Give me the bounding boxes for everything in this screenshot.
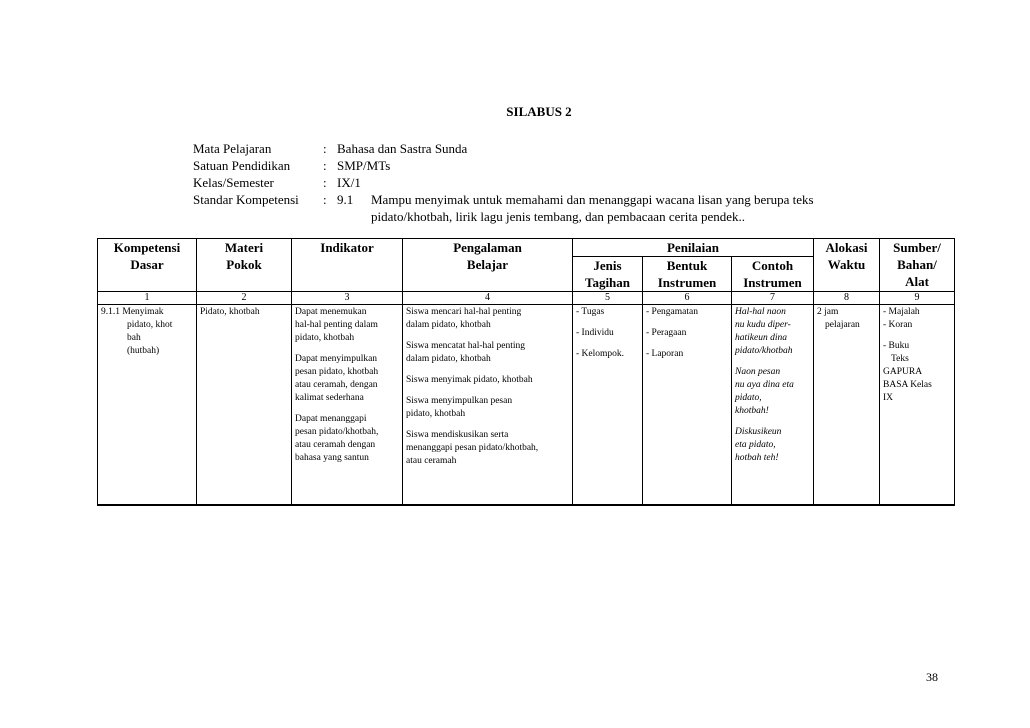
cell-contoh: Hal-hal naon nu kudu diper- hatikeun dina pidato/khotbah Naon pesan nu aya dina eta pidato, khotbah! Diskusikeun eta pidato, hotbah teh! <box>732 305 814 506</box>
syllabus-table <box>97 238 955 506</box>
header-jenis: Jenis Tagihan <box>573 257 643 292</box>
meta-label: Standar Kompetensi <box>193 192 299 207</box>
column-number: 3 <box>292 292 403 305</box>
meta-colon: : <box>323 175 327 190</box>
cell-indikator: Dapat menemukan hal-hal penting dalam pidato, khotbah Dapat menyimpulkan pesan pidato, khotbah atau ceramah, dengan kalimat sederhana Dapat menanggapi pesan pidato/khotbah, atau ceramah dengan bahasa yang santun <box>292 305 403 506</box>
header-bentuk: Bentuk Instrumen <box>643 257 732 292</box>
meta-label: Kelas/Semester <box>193 175 274 190</box>
header-penilaian: Penilaian <box>573 239 814 257</box>
standard-text-line1: Mampu menyimak untuk memahami dan menanggapi wacana lisan yang berupa teks <box>371 192 814 207</box>
header-alokasi: Alokasi Waktu <box>814 239 880 292</box>
header-contoh: Contoh Instrumen <box>732 257 814 292</box>
header-row-1 <box>98 239 955 257</box>
cell-materi: Pidato, khotbah <box>197 305 292 506</box>
meta-row-subject <box>193 140 814 157</box>
cell-sumber: - Majalah - Koran - Buku Teks GAPURA BASA Kelas IX <box>880 305 955 506</box>
column-number: 1 <box>98 292 197 305</box>
header-indikator: Indikator <box>292 239 403 292</box>
header-materi: Materi Pokok <box>197 239 292 292</box>
cell-bentuk: - Pengamatan - Peragaan - Laporan <box>643 305 732 506</box>
cell-pengalaman: Siswa mencari hal-hal penting dalam pidato, khotbah Siswa mencatat hal-hal penting dalam pidato, khotbah Siswa menyimak pidato, khotbah Siswa menyimpulkan pesan pidato, khotbah Siswa mendiskusikan serta menanggapi pesan pidato/khotbah, atau ceramah <box>403 305 573 506</box>
standard-code: 9.1 <box>337 192 354 207</box>
column-number: 6 <box>643 292 732 305</box>
cell-kompetensi: 9.1.1 Menyimak pidato, khot bah (hutbah) <box>98 305 197 506</box>
meta-row-standard <box>193 191 814 208</box>
meta-value: SMP/MTs <box>337 158 391 173</box>
meta-label: Satuan Pendidikan <box>193 158 291 173</box>
cell-alokasi: 2 jam pelajaran <box>814 305 880 506</box>
syllabus-meta <box>193 140 814 225</box>
column-number-row <box>98 292 955 305</box>
meta-value: IX/1 <box>337 175 361 190</box>
column-number: 4 <box>403 292 573 305</box>
cell-jenis: - Tugas - Individu - Kelompok. <box>573 305 643 506</box>
meta-colon: : <box>323 141 327 156</box>
column-number: 7 <box>732 292 814 305</box>
table-row <box>98 305 955 506</box>
header-kompetensi: Kompetensi Dasar <box>98 239 197 292</box>
meta-row-standard-cont <box>193 208 814 225</box>
meta-colon: : <box>323 158 327 173</box>
column-number: 2 <box>197 292 292 305</box>
meta-value: Bahasa dan Sastra Sunda <box>337 141 468 156</box>
column-number: 8 <box>814 292 880 305</box>
standard-text-line2: pidato/khotbah, lirik lagu jenis tembang, dan pembacaan cerita pendek.. <box>371 209 745 224</box>
meta-label: Mata Pelajaran <box>193 141 272 156</box>
meta-colon: : <box>323 192 327 207</box>
column-number: 5 <box>573 292 643 305</box>
meta-row-unit <box>193 157 814 174</box>
page-number: 38 <box>926 670 938 684</box>
document-title: SILABUS 2 <box>506 104 572 119</box>
header-pengalaman: Pengalaman Belajar <box>403 239 573 292</box>
column-number: 9 <box>880 292 955 305</box>
meta-row-class <box>193 174 814 191</box>
header-sumber: Sumber/ Bahan/ Alat <box>880 239 955 292</box>
